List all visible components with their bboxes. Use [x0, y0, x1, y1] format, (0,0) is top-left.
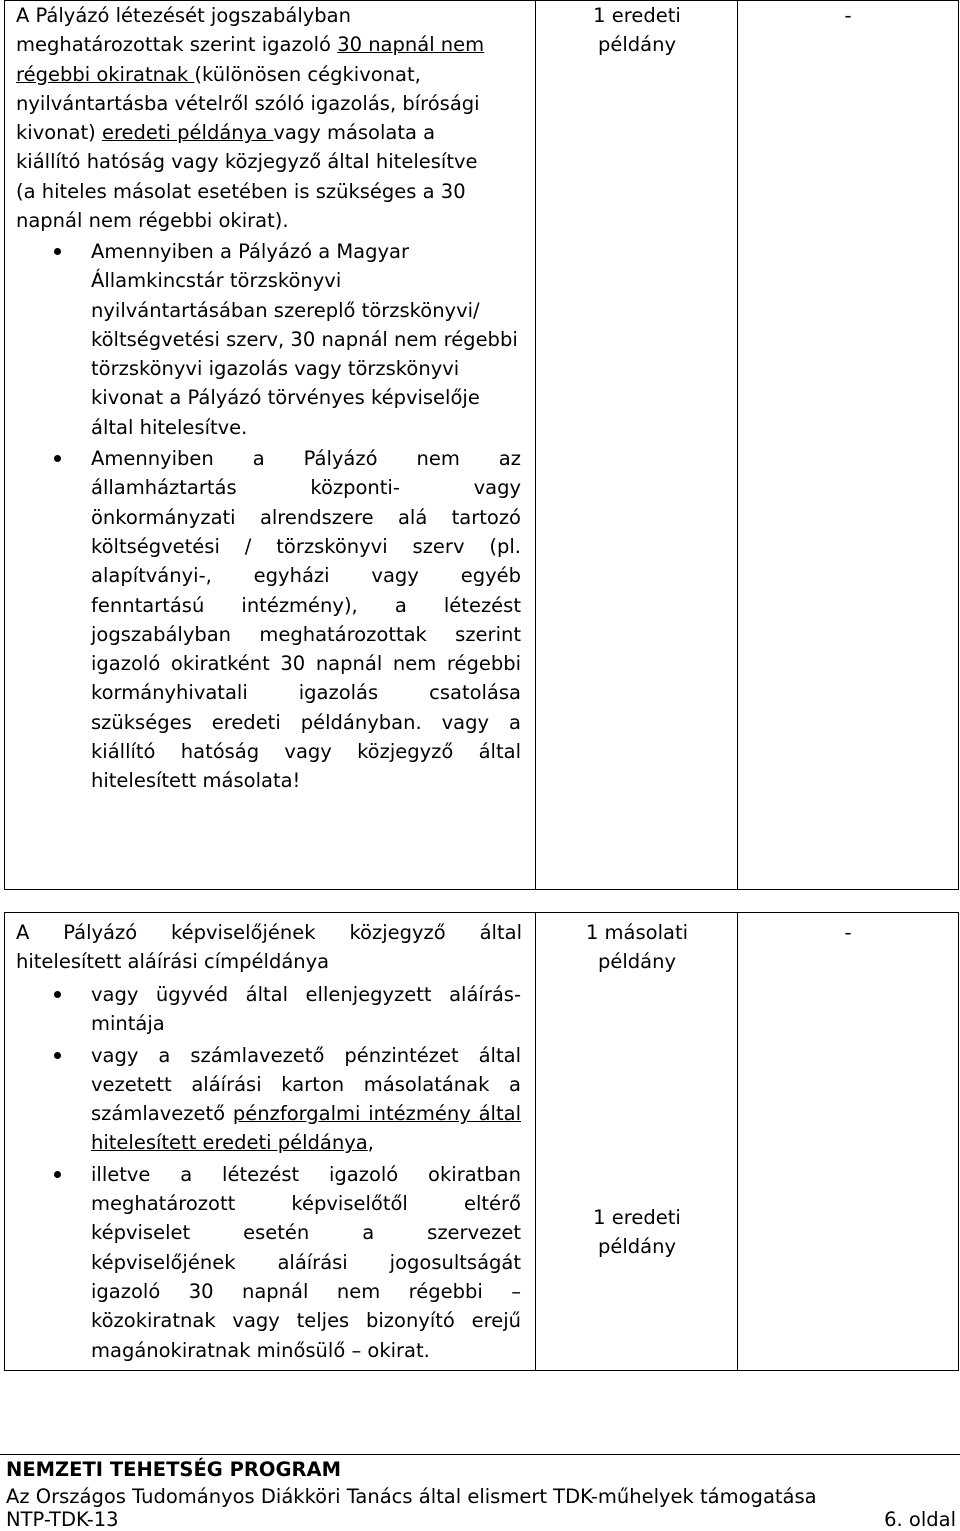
- bullet-icon: [54, 1052, 61, 1059]
- footer-code: NTP-TDK-13: [6, 1508, 119, 1531]
- row2-description: A Pályázó képviselőjének közjegyző által hitelesített aláírási címpéldánya: [16, 921, 522, 974]
- row1-line: régebbi okiratnak (különösen cégkivonat,: [16, 62, 421, 86]
- column-divider: [737, 0, 738, 890]
- copies-line: 1 másolati: [585, 921, 689, 944]
- bullet-icon: [54, 248, 61, 255]
- bullet-icon: [54, 991, 61, 998]
- list-item: Amennyiben a Pályázó a Magyar Államkincstár törzskönyvi nyilvántartásában szereplő törzskönyvi/ költségvetési szerv, 30 napnál nem régebbi törzskönyvi igazolás vagy törzskönyvi kivonat a Pályázó törvényes képviselője által hitelesítve.: [91, 237, 521, 442]
- bullet-icon: [54, 1171, 61, 1178]
- row1-line: napnál nem régebbi okirat).: [16, 209, 289, 233]
- row1-line: A Pályázó létezését jogszabályban: [16, 4, 351, 27]
- list-item: illetve a létezést igazoló okiratban meghatározott képviselőtől eltérő képviselet esetén a szervezet képviselőjének aláírási jogosultságát igazoló 30 napnál nem régebbi – közokiratnak vagy teljes bizonyító erejű magánokiratnak minősülő – okirat.: [91, 1160, 521, 1365]
- row2-note: -: [844, 921, 852, 944]
- row1-bullet-list: [91, 237, 521, 798]
- row1-description: [16, 1, 526, 235]
- row1-note: -: [844, 4, 852, 27]
- copies-line: példány: [597, 1235, 677, 1259]
- copies-line: 1 eredeti: [593, 1206, 681, 1229]
- row1-copies: [537, 1, 737, 60]
- copies-line: példány: [597, 950, 677, 974]
- page-number: 6. oldal: [884, 1508, 956, 1531]
- list-item: vagy ügyvéd által ellenjegyzett aláírás-mintája: [91, 980, 521, 1039]
- column-divider: [535, 0, 536, 890]
- row1-line: kiállító hatóság vagy közjegyző által hitelesítve: [16, 150, 478, 174]
- column-divider: [535, 912, 536, 1371]
- footer-program-title: NEMZETI TEHETSÉG PROGRAM: [6, 1458, 341, 1481]
- row1-line: (a hiteles másolat esetében is szükséges a 30: [16, 179, 466, 203]
- row1-line: kivonat) eredeti példánya vagy másolata a: [16, 121, 436, 145]
- column-divider: [737, 912, 738, 1371]
- footer-subtitle: Az Országos Tudományos Diákköri Tanács által elismert TDK-műhelyek támogatása: [6, 1485, 817, 1508]
- list-item: Amennyiben a Pályázó nem az államháztartás központi- vagy önkormányzati alrendszere alá tartozó költségvetési / törzskönyvi szerv (pl. alapítványi-, egyházi vagy egyéb fenntartású intézmény), a létezést jogszabályban meghatározottak szerint igazoló okiratként 30 napnál nem régebbi kormányhivatali igazolás csatolása szükséges eredeti példányban. vagy a kiállító hatóság vagy közjegyző által hitelesített másolata!: [91, 444, 521, 796]
- copies-line: példány: [597, 33, 677, 57]
- row2-copies-top: [537, 918, 737, 977]
- copies-line: 1 eredeti: [593, 4, 681, 27]
- row1-line: nyilvántartásba vételről szóló igazolás, bírósági: [16, 91, 480, 115]
- list-item: vagy a számlavezető pénzintézet által vezetett aláírási karton másolatának a számlavezető pénzforgalmi intézmény által hitelesített eredeti példánya,: [91, 1041, 521, 1158]
- row2-copies-bottom: [537, 1203, 737, 1262]
- row1-line: meghatározottak szerint igazoló 30 napnál nem: [16, 33, 485, 57]
- row2-bullet-list: [91, 980, 521, 1367]
- footer-divider: [0, 1454, 960, 1455]
